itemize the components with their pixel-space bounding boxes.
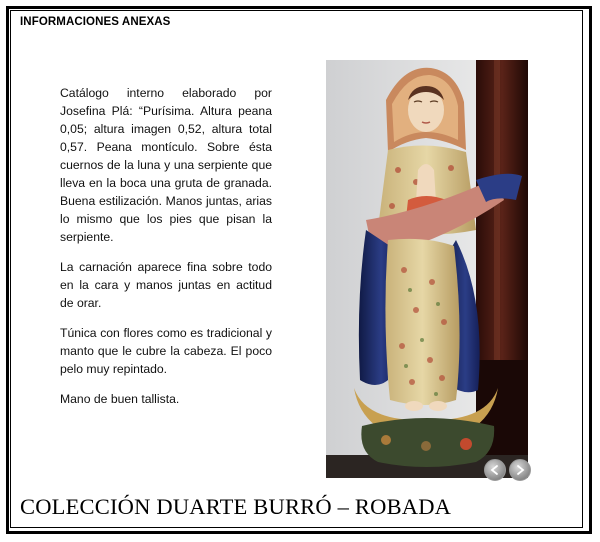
paragraph-carnation: La carnación aparece fina sobre todo en la cara y manos juntas en actitud de orar. [60, 260, 272, 310]
prev-circle-icon[interactable] [484, 459, 506, 481]
next-arrow-icon [514, 464, 526, 476]
statue-illustration [326, 60, 528, 478]
footer-title: COLECCIÓN DUARTE BURRÓ – ROBADA [20, 494, 452, 519]
description-text [60, 84, 272, 420]
paragraph-carver: Mano de buen tallista. [60, 392, 180, 406]
section-title: INFORMACIONES ANEXAS [20, 16, 171, 28]
prev-arrow-icon [489, 464, 501, 476]
paragraph-tunic: Túnica con flores como es tradicional y manto que le cubre la cabeza. El poco pelo muy repintado. [60, 326, 272, 376]
next-circle-icon[interactable] [509, 459, 531, 481]
paragraph-catalog: Catálogo interno elaborado por Josefina Plá: “Purísima. Altura peana 0,05; altura imagen 0,52, altura total 0,57. Peana montículo. Sobre ésta cuernos de la luna y una serpiente que lleva en la boca una gruta de granada. Buena estilización. Manos juntas, arias lo mismo que los pies que pisan la serpiente. [60, 86, 272, 244]
statue-photo [326, 60, 528, 478]
